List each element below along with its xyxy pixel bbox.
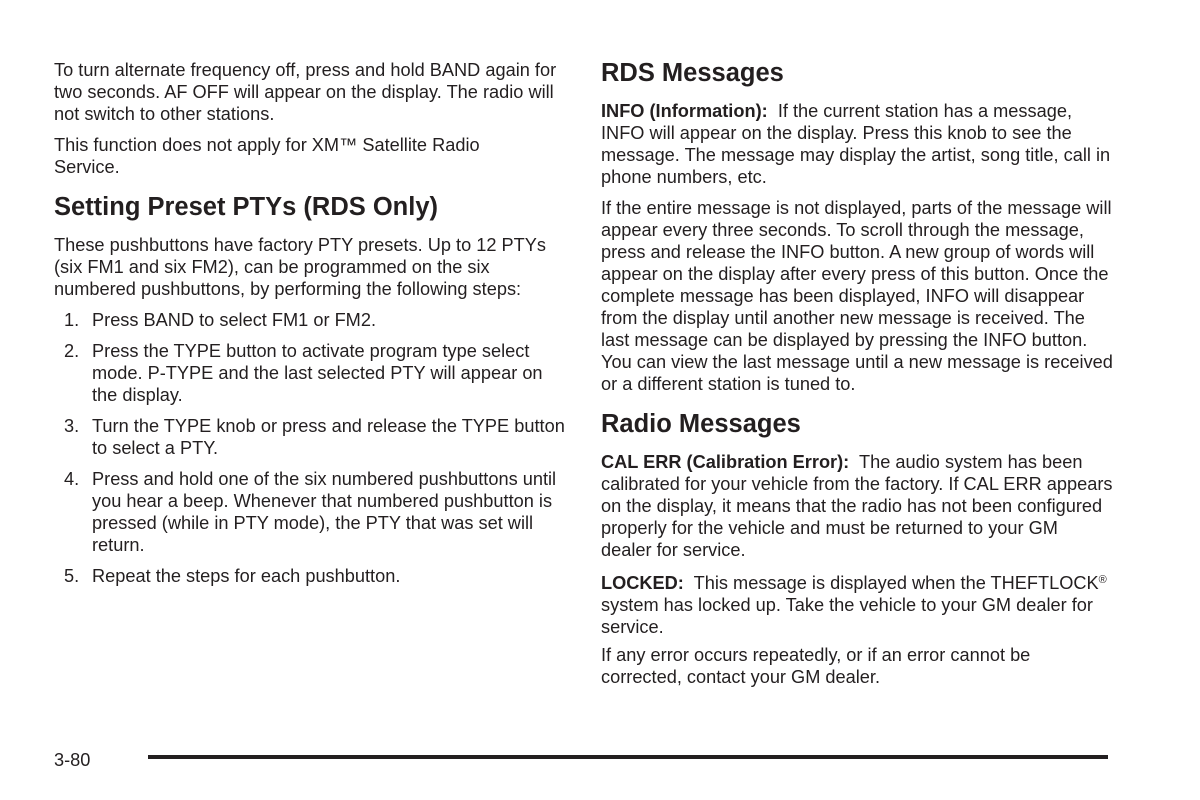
xm-note-paragraph: This function does not apply for XM™ Satellite Radio Service. xyxy=(54,135,480,177)
page-number: 3-80 xyxy=(54,750,91,770)
registered-mark: ® xyxy=(1098,574,1107,586)
step-text: Repeat the steps for each pushbutton. xyxy=(92,566,401,586)
step-item xyxy=(54,565,566,587)
rds-messages-heading: RDS Messages xyxy=(601,59,784,87)
alternate-frequency-paragraph: To turn alternate frequency off, press and hold BAND again for two seconds. AF OFF will appear on the display. The radio will not switch to other stations. xyxy=(54,60,557,124)
error-paragraph: If any error occurs repeatedly, or if an error cannot be corrected, contact your GM dealer. xyxy=(601,645,1031,687)
locked-description-a: This message is displayed when the THEFTLOCK xyxy=(693,573,1099,593)
left-column xyxy=(54,59,566,596)
step-item xyxy=(54,415,566,459)
step-number: 3. xyxy=(64,416,80,436)
step-text: Press BAND to select FM1 or FM2. xyxy=(92,310,376,330)
cal-err-paragraph xyxy=(601,451,1113,561)
info-description: If the current station has a message, INFO will appear on the display. Press this knob to see the message. The message may display the artist, song title, call in phone numbers, etc. xyxy=(601,101,1111,187)
info-paragraph xyxy=(601,100,1113,188)
preset-pty-steps xyxy=(54,309,566,587)
right-column xyxy=(601,59,1113,688)
locked-description-b: system has locked up. Take the vehicle to your GM dealer for service. xyxy=(601,595,1093,637)
locked-paragraph xyxy=(601,572,1113,638)
step-text: Turn the TYPE knob or press and release the TYPE button to select a PTY. xyxy=(92,416,565,458)
preset-pty-heading: Setting Preset PTYs (RDS Only) xyxy=(54,193,438,221)
step-text: Press and hold one of the six numbered pushbuttons until you hear a beep. Whenever that numbered pushbutton is pressed (while in PTY mode), the PTY that was set will return. xyxy=(92,469,557,555)
step-number: 2. xyxy=(64,341,80,361)
cal-err-term: CAL ERR (Calibration Error): xyxy=(601,452,850,472)
footer-rule xyxy=(148,755,1108,759)
cal-err-description: The audio system has been calibrated for your vehicle from the factory. If CAL ERR appears on the display, it means that the radio has not been configured properly for the vehicle and must be returned to your GM dealer for service. xyxy=(601,452,1113,560)
step-item xyxy=(54,468,566,556)
radio-messages-heading: Radio Messages xyxy=(601,410,801,438)
info-scroll-paragraph: If the entire message is not displayed, parts of the message will appear every three seconds. To scroll through the message, press and release the INFO button. A new group of words will appear on the display after every press of this button. Once the complete message has been displayed, INFO will disappear from the display until another new message is received. The last message can be displayed by pressing the INFO button. You can view the last message until a new message is received or a different station is tuned to. xyxy=(601,198,1113,394)
step-item xyxy=(54,340,566,406)
locked-term: LOCKED: xyxy=(601,573,684,593)
step-text: Press the TYPE button to activate program type select mode. P-TYPE and the last selected PTY will appear on the display. xyxy=(92,341,543,405)
step-number: 1. xyxy=(64,310,80,330)
info-term: INFO (Information): xyxy=(601,101,768,121)
preset-pty-intro: These pushbuttons have factory PTY presets. Up to 12 PTYs (six FM1 and six FM2), can be programmed on the six numbered pushbuttons, by performing the following steps: xyxy=(54,235,546,299)
step-number: 5. xyxy=(64,566,80,586)
step-item xyxy=(54,309,566,331)
step-number: 4. xyxy=(64,469,80,489)
